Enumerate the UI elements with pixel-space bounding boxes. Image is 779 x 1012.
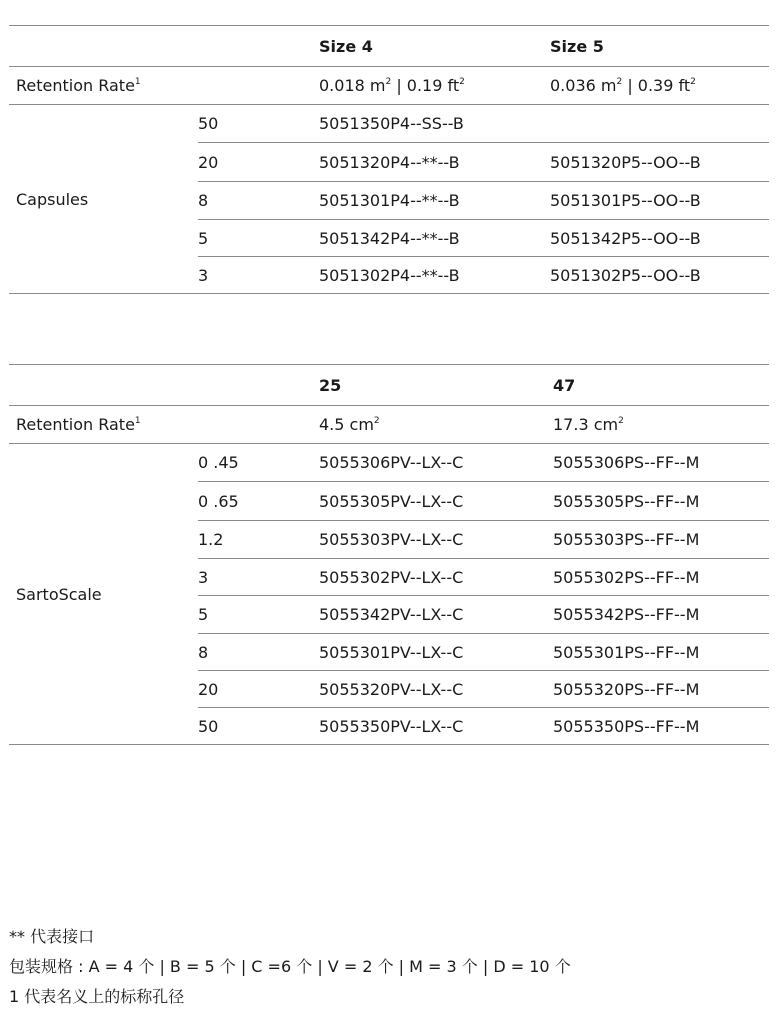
table-row — [9, 105, 769, 143]
rating-cell: 1.2 — [198, 521, 319, 559]
part-number-cell: 5055302PV--LX--C — [319, 559, 553, 596]
table-header-row — [9, 365, 769, 406]
retention-label: Retention Rate$^1$ — [9, 406, 198, 444]
capsules-table — [9, 25, 769, 294]
part-number-cell: 5055306PS--FF--M — [553, 444, 769, 482]
retention-label: Retention Rate$^1$ — [9, 67, 198, 105]
rating-cell: 20 — [198, 143, 319, 182]
part-number-cell: 5051350P4--SS--B — [319, 105, 550, 143]
part-number-cell: 5055305PS--FF--M — [553, 482, 769, 521]
part-number-cell: 5055301PS--FF--M — [553, 634, 769, 671]
retention-row — [9, 67, 769, 105]
group-label: Capsules — [9, 105, 198, 294]
retention-size4: 0.018 $m^2$ | 0.19 $ft^2$ — [319, 67, 550, 105]
part-number-cell: 5051320P5--OO--B — [550, 143, 769, 182]
part-number-cell: 5055320PV--LX--C — [319, 671, 553, 708]
part-number-cell: 5051302P5--OO--B — [550, 257, 769, 294]
part-number-cell — [550, 105, 769, 143]
retention-row — [9, 406, 769, 444]
header-47: 47 — [553, 365, 769, 406]
header-size4: Size 4 — [319, 26, 550, 67]
part-number-cell: 5055302PS--FF--M — [553, 559, 769, 596]
part-number-cell: 5055320PS--FF--M — [553, 671, 769, 708]
footnote-interface: ** 代表接口 — [9, 927, 95, 946]
footnote-packaging: 包装规格 : A = 4 个 | B = 5 个 | C =6 个 | V = 2 个 | M = 3 个 | D = 10 个 — [9, 957, 571, 976]
table-header-row — [9, 26, 769, 67]
rating-cell: 0 .45 — [198, 444, 319, 482]
header-empty — [198, 365, 319, 406]
part-number-cell: 5055303PS--FF--M — [553, 521, 769, 559]
part-number-cell: 5055301PV--LX--C — [319, 634, 553, 671]
part-number-cell: 5055350PV--LX--C — [319, 708, 553, 745]
rating-cell: 20 — [198, 671, 319, 708]
part-number-cell: 5051342P5--OO--B — [550, 220, 769, 257]
header-size5: Size 5 — [550, 26, 769, 67]
retention-size5: 0.036 $m^2$ | 0.39 $ft^2$ — [550, 67, 769, 105]
rating-cell: 3 — [198, 257, 319, 294]
header-empty — [9, 365, 198, 406]
rating-cell: 0 .65 — [198, 482, 319, 521]
footnotes — [9, 922, 571, 1012]
part-number-cell: 5051301P4--**--B — [319, 182, 550, 220]
part-number-cell: 5051320P4--**--B — [319, 143, 550, 182]
rating-cell: 5 — [198, 220, 319, 257]
header-empty — [9, 26, 198, 67]
part-number-cell: 5051302P4--**--B — [319, 257, 550, 294]
rating-cell: 8 — [198, 182, 319, 220]
footnote-nominal-pore: 1 代表名义上的标称孔径 — [9, 987, 185, 1006]
part-number-cell: 5055306PV--LX--C — [319, 444, 553, 482]
sartoscale-table — [9, 364, 769, 745]
part-number-cell: 5051301P5--OO--B — [550, 182, 769, 220]
header-25: 25 — [319, 365, 553, 406]
rating-cell: 5 — [198, 596, 319, 634]
retention-47: 17.3 $cm^2$ — [553, 406, 769, 444]
header-empty — [198, 26, 319, 67]
part-number-cell: 5055303PV--LX--C — [319, 521, 553, 559]
rating-cell: 50 — [198, 105, 319, 143]
retention-25: 4.5 $cm^2$ — [319, 406, 553, 444]
table-row — [9, 444, 769, 482]
part-number-cell: 5055342PS--FF--M — [553, 596, 769, 634]
part-number-cell: 5055342PV--LX--C — [319, 596, 553, 634]
part-number-cell: 5055350PS--FF--M — [553, 708, 769, 745]
part-number-cell: 5051342P4--**--B — [319, 220, 550, 257]
rating-cell: 3 — [198, 559, 319, 596]
group-label: SartoScale — [9, 444, 198, 745]
part-number-cell: 5055305PV--LX--C — [319, 482, 553, 521]
rating-cell: 50 — [198, 708, 319, 745]
rating-cell: 8 — [198, 634, 319, 671]
